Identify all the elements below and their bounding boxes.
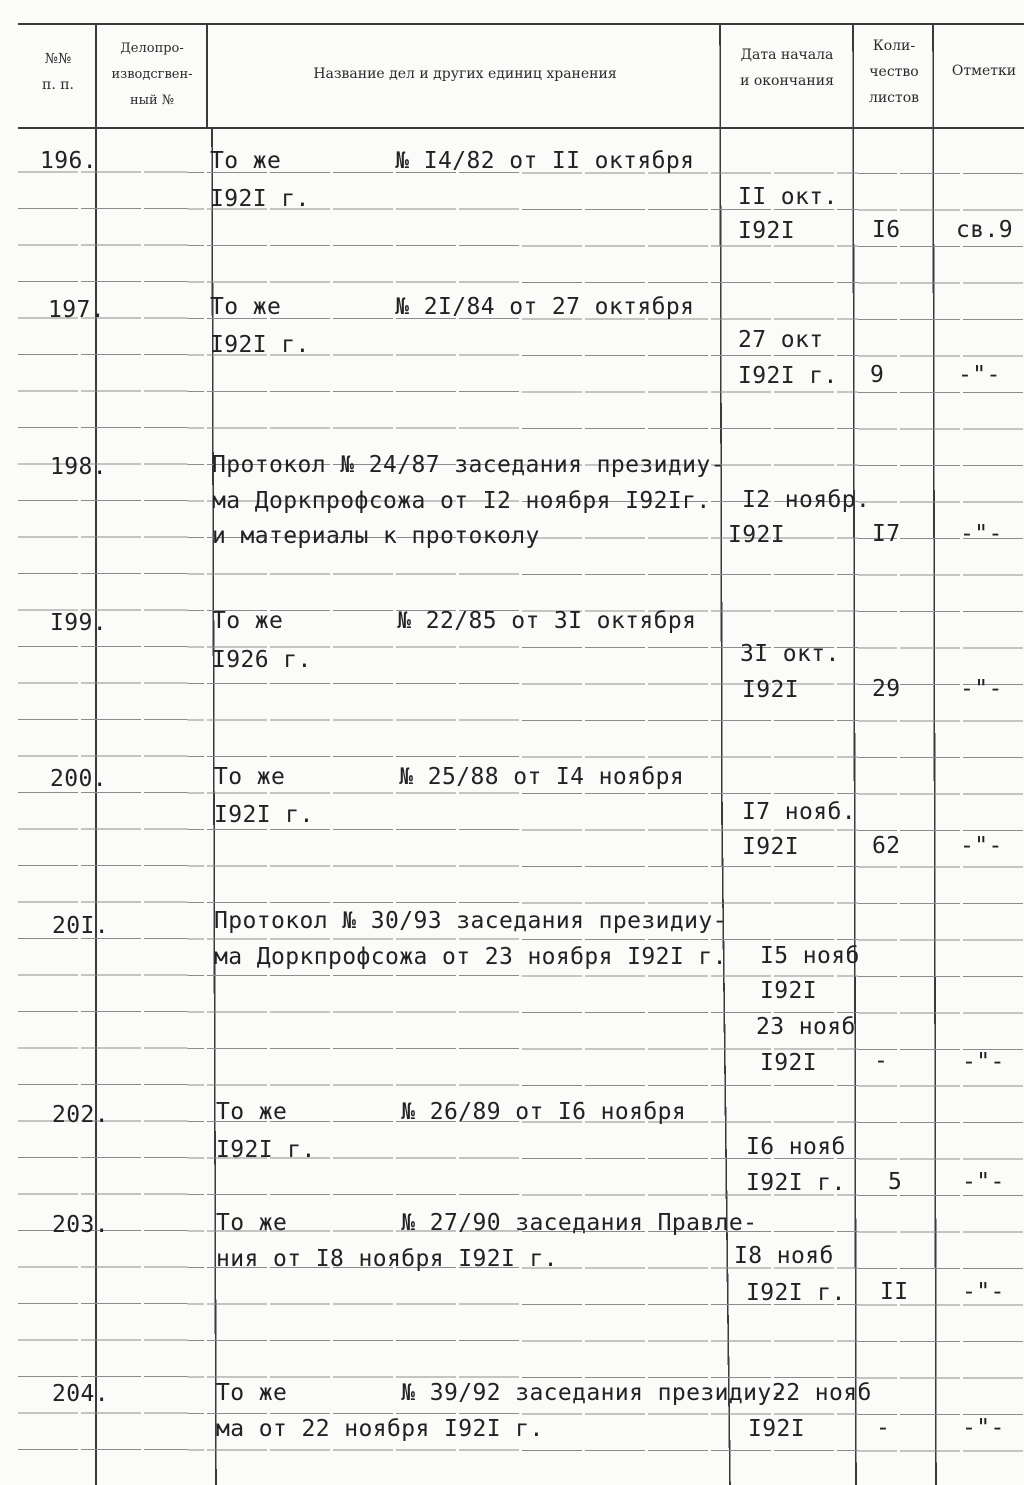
header-office-number <box>98 36 206 114</box>
record-date-line: I6 нояб <box>746 1134 846 1160</box>
header-sheets <box>855 33 933 111</box>
record-num: 200. <box>50 766 107 792</box>
record-num: 197. <box>48 297 105 323</box>
record-num: 198. <box>50 454 107 480</box>
ledger-rule-line <box>18 574 1024 576</box>
record-title-line: Протокол № 24/87 заседания президиу- <box>212 452 725 478</box>
ledger-rule-line <box>18 866 1024 868</box>
record-date-line: I7 нояб. <box>742 799 856 825</box>
record-date-line: I92I <box>742 834 799 860</box>
record-sheets: - <box>874 1048 889 1074</box>
record-num: 202. <box>52 1102 109 1128</box>
record-date-line: I92I г. <box>746 1170 846 1196</box>
record-date-line: I92I <box>742 677 799 703</box>
record-note: -"- <box>960 521 1003 547</box>
record-note: -"- <box>960 833 1003 859</box>
record-title-line: То же № 25/88 от I4 ноября <box>214 764 685 790</box>
record-title-line: То же № 26/89 от I6 ноября <box>216 1099 687 1125</box>
ledger-rule-line <box>18 1450 1024 1452</box>
record-title-line: ма Доркпрофсожа от I2 ноября I92Iг. <box>212 488 711 514</box>
header-notes-text: Отметки <box>951 63 1017 79</box>
record-sheets: II <box>880 1279 909 1305</box>
ledger-rule-line <box>18 1012 1024 1014</box>
record-title-line: То же № 22/85 от 3I октября <box>212 608 697 634</box>
ledger-rule-line <box>18 756 1024 758</box>
record-sheets: I6 <box>872 217 901 243</box>
record-title-line: I92I г. <box>210 332 310 358</box>
header-dates-line-1: Дата начала <box>740 47 834 63</box>
record-title-line: ма от 22 ноября I92I г. <box>216 1416 544 1442</box>
ledger-rule-line <box>18 282 1024 284</box>
ledger-rule-line <box>18 1194 1024 1196</box>
record-title-line: I92I г. <box>214 802 314 828</box>
record-note: -"- <box>962 1049 1005 1075</box>
record-title-line: ма Доркпрофсожа от 23 ноября I92I г. <box>214 944 727 970</box>
ledger-rule-line <box>18 793 1024 795</box>
record-title-line: и материалы к протоколу <box>212 523 540 549</box>
header-title-text: Название дел и других единиц хранения <box>313 66 617 82</box>
record-title-line: То же № 27/90 заседания Правле- <box>216 1210 758 1236</box>
record-date-line: I92I <box>760 978 817 1004</box>
record-note: -"- <box>962 1415 1005 1441</box>
record-date-line: 23 нояб <box>756 1014 856 1040</box>
record-title-line: То же № 2I/84 от 27 октября <box>210 294 695 320</box>
header-notes <box>936 58 1024 84</box>
record-date-line: I92I <box>728 522 785 548</box>
header-sheets-line-1: Коли- <box>872 38 916 54</box>
header-sheets-line-2: чество <box>869 64 919 80</box>
record-num: 20I. <box>52 913 109 939</box>
ledger-rule-line <box>18 391 1024 393</box>
ledger-rule-line <box>18 939 1024 941</box>
record-num: I99. <box>50 610 107 636</box>
ledger-rule-line <box>18 209 1024 211</box>
record-title-line: I926 г. <box>212 647 312 673</box>
ledger-rule-line <box>18 245 1024 247</box>
ledger-rule-line <box>18 355 1024 357</box>
ledger-rule-line <box>18 975 1024 977</box>
ledger-rule-line <box>18 1304 1024 1306</box>
header-dates <box>722 42 852 94</box>
ledger-rule-line <box>18 1158 1024 1160</box>
ledger-rule-line <box>18 720 1024 722</box>
record-date-line: 22 нояб <box>772 1380 872 1406</box>
record-sheets: 62 <box>872 833 901 859</box>
record-title-line: То же № 39/92 заседания президиу- <box>216 1380 786 1406</box>
record-title-line: ния от I8 ноября I92I г. <box>216 1246 558 1272</box>
header-office-line-2: изводсгвен- <box>111 67 193 82</box>
record-num: 203. <box>52 1212 109 1238</box>
record-date-line: II окт. <box>738 184 838 210</box>
record-sheets: 29 <box>872 676 901 702</box>
record-sheets: I7 <box>872 521 901 547</box>
header-num-line-2: п. п. <box>41 77 74 93</box>
record-date-line: 3I окт. <box>740 641 840 667</box>
record-note: -"- <box>958 362 1001 388</box>
record-note: -"- <box>962 1169 1005 1195</box>
record-date-line: I92I <box>748 1416 805 1442</box>
record-num: 204. <box>52 1381 109 1407</box>
record-title-line: То же № I4/82 от II октября <box>210 148 695 174</box>
record-date-line: I2 ноябр. <box>742 487 871 513</box>
record-date-line: I92I г. <box>746 1280 846 1306</box>
record-date-line: 27 окт <box>738 327 824 353</box>
header-office-line-1: Делопро- <box>120 41 184 56</box>
ledger-rule-line <box>18 647 1024 649</box>
record-title-line: I92I г. <box>210 186 310 212</box>
header-num-line-1: №№ <box>44 51 72 67</box>
ledger-rule-line <box>18 1413 1024 1415</box>
ledger-rule-line <box>18 902 1024 904</box>
record-note: -"- <box>960 676 1003 702</box>
record-title-line: Протокол № 30/93 заседания президиу- <box>214 908 727 934</box>
record-sheets: 9 <box>870 362 885 388</box>
header-office-line-3: ный № <box>129 93 175 108</box>
record-sheets: - <box>876 1415 891 1441</box>
record-sheets: 5 <box>888 1169 903 1195</box>
ledger-rule-line <box>18 1085 1024 1087</box>
record-note: -"- <box>962 1279 1005 1305</box>
record-date-line: I8 нояб <box>734 1243 834 1269</box>
header-num <box>22 46 94 98</box>
record-date-line: I92I <box>760 1050 817 1076</box>
header-title <box>210 61 720 87</box>
record-date-line: I5 нояб <box>760 943 860 969</box>
ledger-rule-line <box>18 428 1024 430</box>
record-note: св.9 <box>956 217 1013 243</box>
record-num: 196. <box>40 148 97 174</box>
record-date-line: I92I <box>738 218 795 244</box>
ledger-rule-line <box>18 1377 1024 1379</box>
record-date-line: I92I г. <box>738 363 838 389</box>
ledger-rule-line <box>18 1340 1024 1342</box>
header-sheets-line-3: листов <box>868 90 920 106</box>
record-title-line: I92I г. <box>216 1137 316 1163</box>
ledger-rule-line <box>18 829 1024 831</box>
header-dates-line-2: и окончания <box>740 73 834 89</box>
